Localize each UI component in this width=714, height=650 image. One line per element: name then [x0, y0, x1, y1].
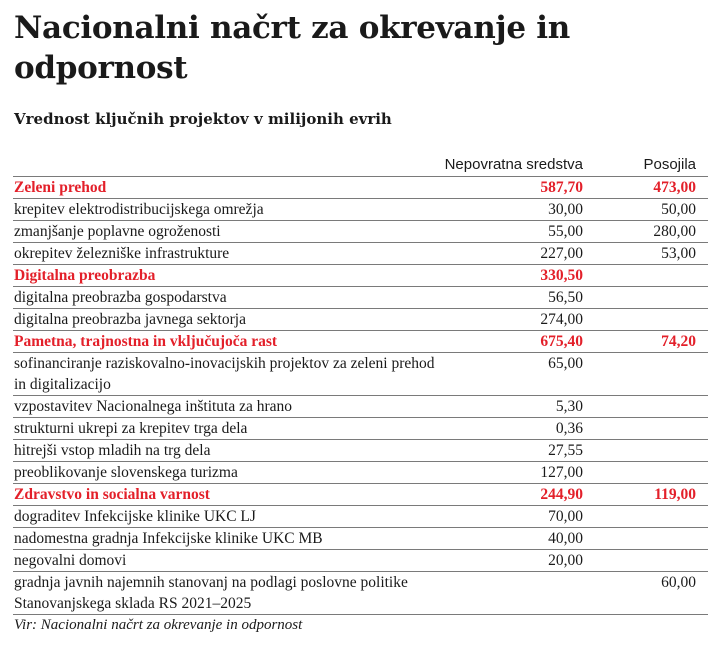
- category-label: Pametna, trajnostna in vključujoča rast: [14, 333, 278, 350]
- value-nepovratna: 227,00: [540, 245, 583, 262]
- page-title: Nacionalni načrt za okrevanje in odpornost: [14, 10, 570, 86]
- category-row: [13, 484, 708, 506]
- value-posojila: 473,00: [653, 179, 696, 196]
- value-posojila: 119,00: [654, 486, 696, 503]
- table-header: [13, 156, 708, 176]
- table-row: [13, 287, 708, 309]
- table-row: [13, 506, 708, 528]
- row-label: negovalni domovi: [14, 552, 127, 569]
- table-row: [13, 199, 708, 221]
- value-posojila: 53,00: [661, 245, 696, 262]
- value-nepovratna: 330,50: [540, 267, 583, 284]
- value-nepovratna: 127,00: [540, 464, 583, 481]
- table-row: [13, 243, 708, 265]
- header-nepovratna: Nepovratna sredstva: [444, 156, 583, 173]
- table-row: [13, 396, 708, 418]
- value-posojila: 50,00: [661, 201, 696, 218]
- value-nepovratna: 40,00: [548, 530, 583, 547]
- row-label: preoblikovanje slovenskega turizma: [14, 464, 238, 481]
- value-nepovratna: 65,00: [548, 355, 583, 372]
- row-label: gradnja javnih najemnih stanovanj na podlagi poslovne politike Stanovanjskega sklada RS 2021–2025: [14, 574, 408, 612]
- value-nepovratna: 55,00: [548, 223, 583, 240]
- value-nepovratna: 20,00: [548, 552, 583, 569]
- table-row: [13, 572, 708, 615]
- value-posojila: 74,20: [661, 333, 696, 350]
- projects-table: [13, 156, 708, 635]
- table-row: [13, 418, 708, 440]
- value-nepovratna: 244,90: [540, 486, 583, 503]
- table-row: [13, 309, 708, 331]
- row-label: digitalna preobrazba javnega sektorja: [14, 311, 246, 328]
- value-nepovratna: 30,00: [548, 201, 583, 218]
- category-label: Zeleni prehod: [14, 179, 107, 196]
- row-label: hitrejši vstop mladih na trg dela: [14, 442, 211, 459]
- row-label: okrepitev železniške infrastrukture: [14, 245, 230, 262]
- value-nepovratna: 0,36: [555, 420, 583, 437]
- row-label: vzpostavitev Nacionalnega inštituta za hrano: [14, 398, 293, 415]
- value-posojila: 280,00: [653, 223, 696, 240]
- category-row: [13, 265, 708, 287]
- value-nepovratna: 56,50: [548, 289, 583, 306]
- table-body: [13, 176, 708, 615]
- table-row: [13, 440, 708, 462]
- table-row: [13, 462, 708, 484]
- row-label: strukturni ukrepi za krepitev trga dela: [14, 420, 248, 437]
- value-nepovratna: 675,40: [540, 333, 583, 350]
- table-row: [13, 528, 708, 550]
- row-label: zmanjšanje poplavne ogroženosti: [14, 223, 221, 240]
- row-label: nadomestna gradnja Infekcijske klinike UKC MB: [14, 530, 323, 547]
- subtitle: Vrednost ključnih projektov v milijonih evrih: [14, 110, 392, 128]
- row-label: dograditev Infekcijske klinike UKC LJ: [14, 508, 256, 525]
- value-posojila: 60,00: [661, 574, 696, 591]
- value-nepovratna: 27,55: [548, 442, 583, 459]
- table-row: [13, 550, 708, 572]
- header-posojila: Posojila: [643, 156, 696, 173]
- value-nepovratna: 70,00: [548, 508, 583, 525]
- category-label: Digitalna preobrazba: [14, 267, 156, 284]
- row-label: digitalna preobrazba gospodarstva: [14, 289, 227, 306]
- value-nepovratna: 587,70: [540, 179, 583, 196]
- category-row: [13, 176, 708, 199]
- table-row: [13, 221, 708, 243]
- value-nepovratna: 5,30: [555, 398, 583, 415]
- category-row: [13, 331, 708, 353]
- category-label: Zdravstvo in socialna varnost: [14, 486, 210, 503]
- row-label: sofinanciranje raziskovalno-inovacijskih projektov za zeleni prehod in digitalizacijo: [14, 355, 435, 393]
- source-note: Vir: Nacionalni načrt za okrevanje in odpornost: [14, 617, 303, 633]
- value-nepovratna: 274,00: [540, 311, 583, 328]
- table-row: [13, 353, 708, 396]
- row-label: krepitev elektrodistribucijskega omrežja: [14, 201, 264, 218]
